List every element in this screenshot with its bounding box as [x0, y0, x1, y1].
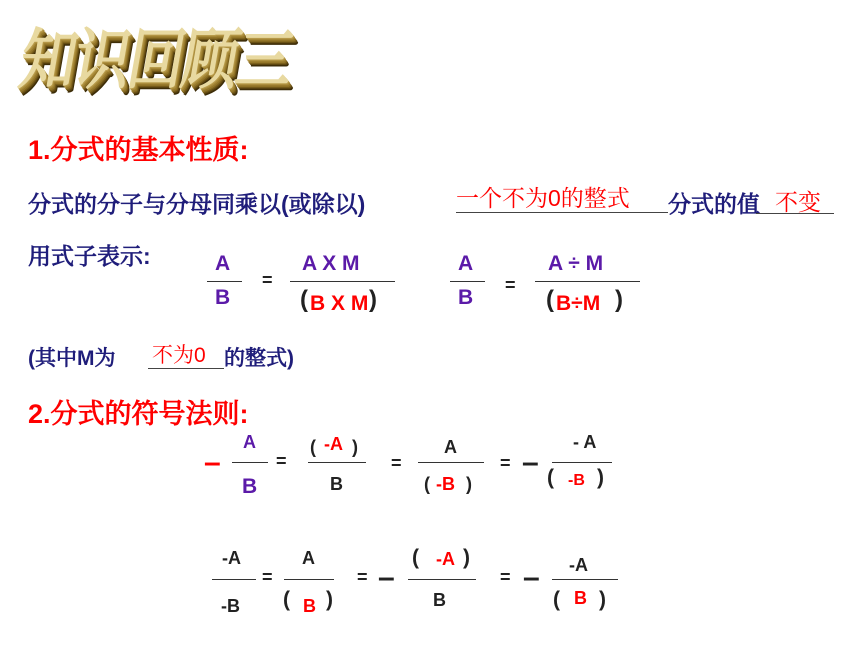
eq2-fraction-bar-left: [450, 281, 485, 282]
row2-f2-den-fill: B: [303, 596, 316, 616]
row2-f3-close: ): [463, 546, 470, 569]
eq1-den-left: B: [215, 286, 231, 309]
row2-eq2: =: [357, 567, 368, 587]
row2-f2-num: A: [302, 548, 315, 568]
eq1-num-right: A X M: [302, 252, 360, 275]
row1-f1-bar: [232, 462, 268, 463]
rule-middle: 分式的值: [668, 191, 760, 217]
row2-minus2: –: [378, 561, 395, 594]
row2-f1-num: -A: [222, 548, 241, 568]
row2-f3-den: B: [433, 590, 446, 610]
row1-f3-num: A: [444, 437, 457, 457]
eq2-den-close: ): [615, 286, 623, 313]
eq2-fraction-bar-right: [535, 281, 640, 282]
slide-title: 知识回顾三: [13, 20, 298, 99]
section1-heading: 1.分式的基本性质:: [28, 135, 249, 165]
row2-f3-bar: [408, 579, 476, 580]
row1-f3-den-fill: -B: [436, 474, 455, 494]
row1-f3-open: (: [424, 474, 430, 494]
row2-f1-den: -B: [221, 596, 240, 616]
row2-minus3: –: [523, 561, 540, 594]
note-suffix: 的整式): [224, 347, 294, 370]
row1-f4-open: (: [547, 466, 554, 489]
row1-eq1: =: [276, 451, 287, 471]
eq1-den-fill: B X M: [310, 292, 369, 315]
note-prefix: (其中M为: [28, 347, 116, 370]
eq2-den-open: (: [546, 286, 554, 313]
expression-label: 用式子表示:: [28, 243, 151, 269]
row2-f3-num-fill: -A: [436, 549, 455, 569]
row1-eq3: =: [500, 453, 511, 473]
row2-f2-open: (: [283, 588, 290, 611]
fill-unchanged: 不变: [775, 189, 821, 215]
row1-f3-close: ): [466, 474, 472, 494]
eq2-den-fill: B÷M: [556, 292, 601, 315]
note-underline: [148, 368, 224, 369]
eq2-num-right: A ÷ M: [548, 252, 604, 275]
row1-minus3: –: [522, 446, 539, 479]
row1-eq2: =: [391, 453, 402, 473]
row1-f2-bar: [308, 462, 366, 463]
row1-f2-close: ): [352, 437, 358, 457]
blank-underline-2: [756, 213, 834, 214]
row1-f3-bar: [418, 462, 484, 463]
row1-f4-den-fill: -B: [568, 472, 585, 489]
row1-f2-den: B: [330, 474, 343, 494]
row1-f4-bar: [552, 462, 612, 463]
row1-f1-den: B: [242, 475, 258, 498]
row2-f2-close: ): [326, 588, 333, 611]
row2-f3-open: (: [412, 546, 419, 569]
row2-f2-bar: [284, 579, 334, 580]
eq1-fraction-bar-left: [207, 281, 242, 282]
rule-prefix: 分式的分子与分母同乘以(或除以): [28, 191, 366, 217]
fill-nonzero-polynomial: 一个不为0的整式: [456, 185, 630, 211]
row1-f2-open: (: [310, 437, 316, 457]
row2-f1-bar: [212, 579, 256, 580]
row2-f4-num: -A: [569, 555, 588, 575]
eq1-num-left: A: [215, 252, 231, 275]
eq2-equals: =: [505, 275, 516, 295]
eq1-equals: =: [262, 270, 273, 290]
row1-f4-close: ): [597, 466, 604, 489]
eq1-fraction-bar-right: [290, 281, 395, 282]
row2-f4-close: ): [599, 588, 606, 611]
row1-lead-minus: –: [204, 446, 221, 479]
note-fill: 不为0: [152, 344, 206, 367]
eq1-den-open: (: [300, 286, 308, 313]
row2-f4-open: (: [553, 588, 560, 611]
eq2-den-left: B: [458, 286, 474, 309]
row2-eq1: =: [262, 567, 273, 587]
eq1-den-close: ): [369, 286, 377, 313]
row1-f2-num-fill: -A: [324, 434, 343, 454]
blank-underline-1: [456, 212, 668, 213]
row2-f4-den-fill: B: [574, 588, 587, 608]
row2-f4-bar: [552, 579, 618, 580]
row2-eq3: =: [500, 567, 511, 587]
row1-f4-num: - A: [573, 432, 597, 452]
eq2-num-left: A: [458, 252, 474, 275]
row1-f1-num: A: [243, 432, 256, 452]
section2-heading: 2.分式的符号法则:: [28, 399, 249, 429]
